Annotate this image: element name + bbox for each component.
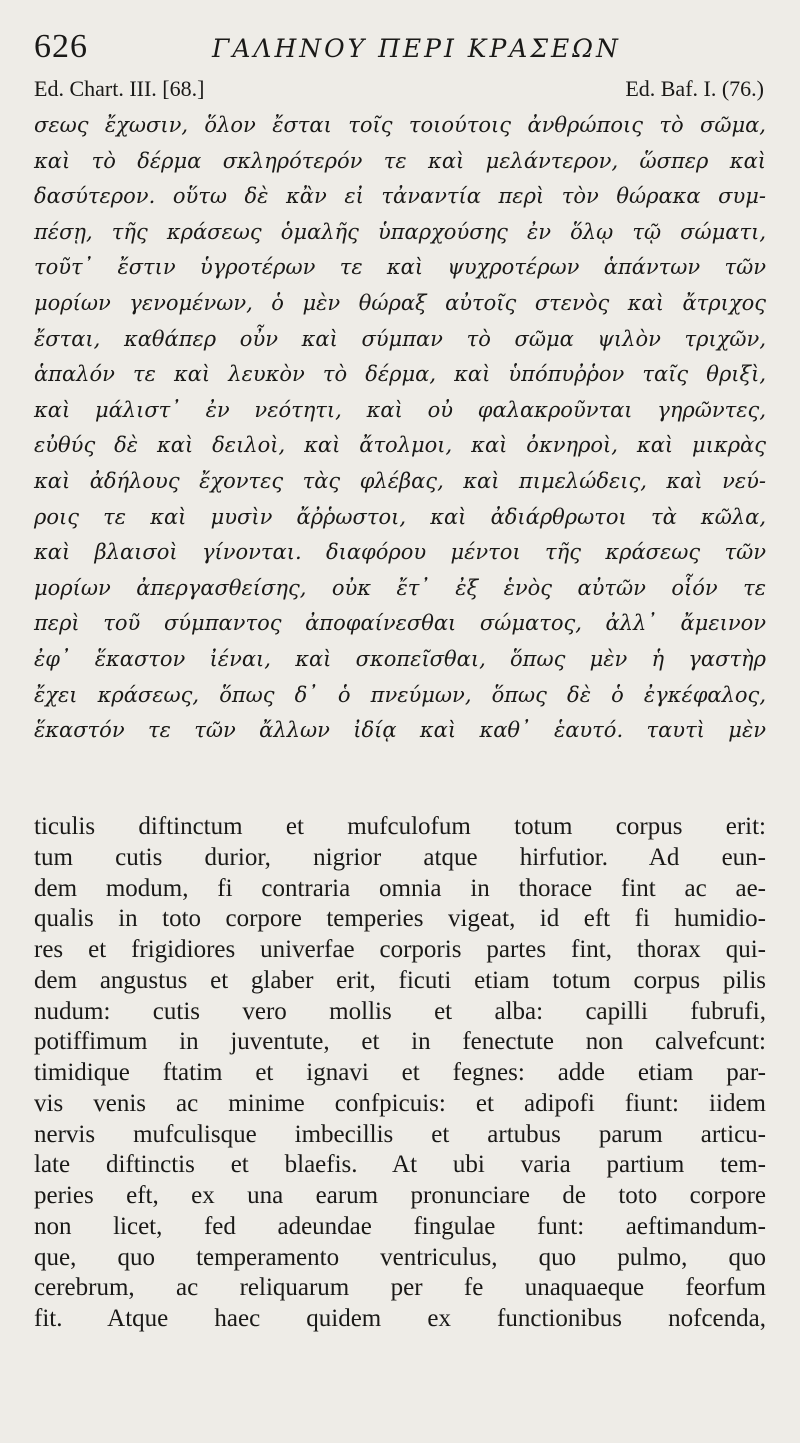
greek-line: ἕκαστόν τε τῶν ἄλλων ἰδίᾳ καὶ καθ᾽ ἑαυτό. ταυτὶ μὲν: [34, 718, 766, 743]
latin-line: cerebrum, ac reliquarum per fe unaquaeque feorfum: [34, 1274, 766, 1302]
latin-line: que, quo temperamento ventriculus, quo pulmo, quo: [34, 1243, 766, 1271]
latin-line: tum cutis durior, nigrior atque hirfutior. Ad eun-: [34, 843, 766, 871]
latin-line: non licet, fed adeundae fingulae funt: aeftimandum-: [34, 1212, 766, 1240]
greek-line: ἁπαλόν τε καὶ λευκὸν τὸ δέρμα, καὶ ὑπόπυῤῥον ταῖς θριξὶ,: [34, 362, 766, 387]
latin-line: fit. Atque haec quidem ex functionibus nofcenda,: [34, 1305, 766, 1332]
greek-line: εὐθύς δὲ καὶ δειλοὶ, καὶ ἄτολμοι, καὶ ὀκνηροὶ, καὶ μικρὰς: [34, 433, 766, 458]
running-title: ΓΑΛΗΝΟΥ ΠΕΡΙ ΚΡΑΣΕΩΝ: [212, 34, 621, 63]
edition-reference-chartier: Ed. Chart. III. [68.]: [34, 76, 205, 101]
edition-reference-basel: Ed. Baf. I. (76.): [625, 76, 764, 101]
greek-line: ἐφ᾽ ἕκαστον ἰέναι, καὶ σκοπεῖσθαι, ὅπως μὲν ἡ γαστὴρ: [34, 646, 766, 671]
latin-line: peries eft, ex una earum pronunciare de toto corpore: [34, 1182, 766, 1209]
greek-line: ἔχει κράσεως, ὅπως δ᾽ ὁ πνεύμων, ὅπως δὲ ὁ ἐγκέφαλος,: [34, 682, 766, 707]
greek-line: καὶ βλαισοὶ γίνονται. διαφόρου μέντοι τῆς κράσεως τῶν: [34, 540, 766, 565]
page-number: 626: [34, 28, 88, 65]
greek-line: μορίων γενομένων, ὁ μὲν θώραξ αὐτοῖς στενὸς καὶ ἄτριχος: [34, 290, 766, 315]
latin-line: late diftinctis et blaefis. At ubi varia partium tem-: [34, 1151, 766, 1179]
latin-line: dem modum, fi contraria omnia in thorace fint ac ae-: [34, 874, 766, 902]
greek-line: ἔσται, καθάπερ οὖν καὶ σύμπαν τὸ σῶμα ψιλὸν τριχῶν,: [34, 326, 766, 351]
latin-line: vis venis ac minime confpicuis: et adipofi fiunt: iidem: [34, 1089, 766, 1117]
latin-line: potiffimum in juventute, et in fenectute non calvefcunt:: [34, 1028, 766, 1056]
greek-line: καὶ μάλιστ᾽ ἐν νεότητι, καὶ οὐ φαλακροῦνται γηρῶντες,: [34, 397, 766, 422]
page-header: [34, 26, 770, 70]
greek-text-block: [34, 108, 766, 749]
latin-line: ticulis diftinctum et mufculofum totum corpus erit:: [34, 813, 766, 840]
edition-references: [34, 76, 764, 106]
latin-line: dem angustus et glaber erit, ficuti etiam totum corpus pilis: [34, 966, 766, 994]
greek-line: καὶ τὸ δέρμα σκληρότερόν τε καὶ μελάντερον, ὥσπερ καὶ: [34, 148, 766, 173]
latin-line: timidique ftatim et ignavi et fegnes: adde etiam par-: [34, 1059, 766, 1086]
greek-line: πέσῃ, τῆς κράσεως ὁμαλῆς ὑπαρχούσης ἐν ὅλῳ τῷ σώματι,: [34, 219, 766, 244]
latin-line: qualis in toto corpore temperies vigeat, id eft fi humidio-: [34, 905, 766, 933]
greek-line: περὶ τοῦ σύμπαντος ἀποφαίνεσθαι σώματος, ἀλλ᾽ ἄμεινον: [34, 611, 766, 636]
greek-line: σεως ἔχωσιν, ὅλον ἔσται τοῖς τοιούτοις ἀνθρώποις τὸ σῶμα,: [34, 113, 766, 137]
latin-line: res et frigidiores univerfae corporis partes fint, thorax qui-: [34, 936, 766, 963]
greek-line: δασύτερον. οὕτω δὲ κἂν εἰ τἀναντία περὶ τὸν θώρακα συμ-: [34, 184, 766, 209]
greek-line: ροις τε καὶ μυσὶν ἄῤῥωστοι, καὶ ἀδιάρθρωτοι τὰ κῶλα,: [34, 504, 766, 529]
latin-text-block: [34, 812, 766, 1335]
latin-line: nervis mufculisque imbecillis et artubus parum articu-: [34, 1120, 766, 1148]
greek-line: μορίων ἀπεργασθείσης, οὐκ ἔτ᾽ ἐξ ἑνὸς αὐτῶν οἷόν τε: [34, 575, 766, 600]
latin-line: nudum: cutis vero mollis et alba: capilli fubrufi,: [34, 997, 766, 1025]
greek-line: τοῦτ᾽ ἔστιν ὑγροτέρων τε καὶ ψυχροτέρων ἁπάντων τῶν: [34, 255, 766, 280]
greek-line: καὶ ἀδήλους ἔχοντες τὰς φλέβας, καὶ πιμελώδεις, καὶ νεύ-: [34, 468, 766, 493]
